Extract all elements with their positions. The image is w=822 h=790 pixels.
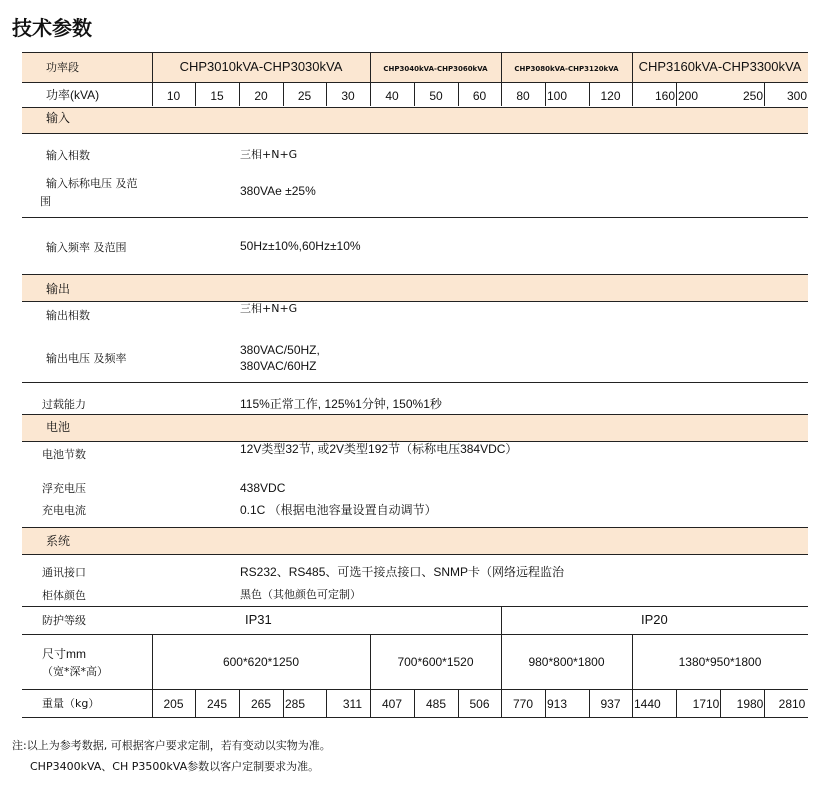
color-value: 黑色（其他颜色可定制） [240,588,361,601]
section-band-system [22,527,808,554]
weight-value: 265 [250,697,272,711]
power-value: 50 [429,89,443,103]
comm-label: 通讯接口 [42,566,86,579]
output-phase-value: 三相+N+G [240,302,298,315]
power-value: 160 [654,89,675,103]
weight-value: 407 [381,697,403,711]
section-band-output [22,274,808,301]
weight-value: 913 [547,697,568,711]
power-value: 15 [210,89,224,103]
comm-value: RS232、RS485、可选干接点接口、SNMP卡（网络远程监治 [240,565,565,579]
weight-value: 2810 [778,697,806,711]
power-group-1: CHP3010kVA-CHP3030kVA [179,59,343,74]
battery-count-value: 12V类型32节, 或2V类型192节（标称电压384VDC） [240,442,518,456]
protection-value-ip20: IP20 [641,612,668,627]
output-voltage-value: 380VAC/50HZ, [240,343,320,357]
power-group-2: CHP3040kVA-CHP3060kVA [383,65,488,73]
float-voltage-value: 438VDC [240,481,286,495]
power-range-label: 功率段 [46,61,79,74]
output-phase-label: 输出相数 [46,309,90,322]
output-voltage-label: 输出电压 及频率 [46,352,127,365]
input-phase-label: 输入相数 [46,149,90,162]
overload-value: 115%正常工作, 125%1分钟, 150%1秒 [240,397,442,411]
protection-label: 防护等级 [42,614,86,627]
size-value: 1380*950*1800 [678,655,762,669]
weight-value: 311 [342,697,362,711]
power-value: 25 [297,89,312,103]
power-group-3: CHP3080kVA-CHP3120kVA [514,65,619,73]
size-value: 700*600*1520 [397,655,474,669]
input-voltage-label: 围 [40,195,51,208]
section-band-input [22,107,808,133]
input-phase-value: 三相+N+G [240,148,298,161]
color-label: 柜体颜色 [42,589,86,602]
weight-value: 245 [206,697,228,711]
weight-value: 770 [512,697,534,711]
weight-label: 重量（kg） [42,697,100,710]
footnote-line2: CHP3400kVA、CH P3500kVA参数以客户定制要求为准。 [30,760,320,773]
section-system: 系统 [46,534,71,548]
weight-value: 937 [600,697,621,711]
weight-value: 506 [469,697,490,711]
power-value: 20 [254,89,268,103]
size-value: 600*620*1250 [222,655,300,669]
power-value: 80 [516,89,530,103]
weight-value: 485 [425,697,447,711]
page-title: 技术参数 [12,16,92,40]
power-kva-label: 功率(kVA) [46,88,100,102]
power-value: 30 [341,89,355,103]
size-label: （宽*深*高） [42,665,108,678]
power-value: 200 [678,89,699,103]
overload-label: 过载能力 [42,398,86,411]
output-voltage-value: 380VAC/60HZ [240,359,317,373]
power-value: 60 [472,89,487,103]
size-label: 尺寸mm [42,647,86,661]
charge-current-label: 充电电流 [42,504,86,517]
protection-value-ip31: IP31 [245,612,272,627]
footnote-line1: 注:以上为参考数据, 可根据客户要求定制，若有变动以实物为准。 [12,739,331,752]
power-value: 40 [385,89,399,103]
power-value: 250 [742,89,763,103]
power-value: 120 [600,89,621,103]
input-freq-value: 50Hz±10%,60Hz±10% [240,239,361,253]
input-voltage-label: 输入标称电压 及范 [46,177,138,190]
power-value: 100 [547,89,568,103]
battery-count-label: 电池节数 [42,448,86,461]
section-input: 输入 [46,111,71,125]
weight-value: 1440 [634,697,661,711]
input-freq-label: 输入频率 及范围 [46,241,127,254]
weight-value: 1710 [692,697,720,711]
size-value: 980*800*1800 [528,655,605,669]
power-value: 10 [166,89,181,103]
float-voltage-label: 浮充电压 [42,482,86,495]
input-voltage-value: 380VAe ±25% [240,184,316,198]
section-output: 输出 [46,282,71,296]
weight-value: 205 [163,697,184,711]
section-battery: 电池 [46,420,71,434]
weight-value: 285 [285,697,306,711]
charge-current-value: 0.1C （根据电池容量设置自动调节） [240,503,437,517]
weight-value: 1980 [736,697,764,711]
power-group-4: CHP3160kVA-CHP3300kVA [638,59,802,74]
power-value: 300 [786,89,807,103]
section-band-battery [22,414,808,441]
